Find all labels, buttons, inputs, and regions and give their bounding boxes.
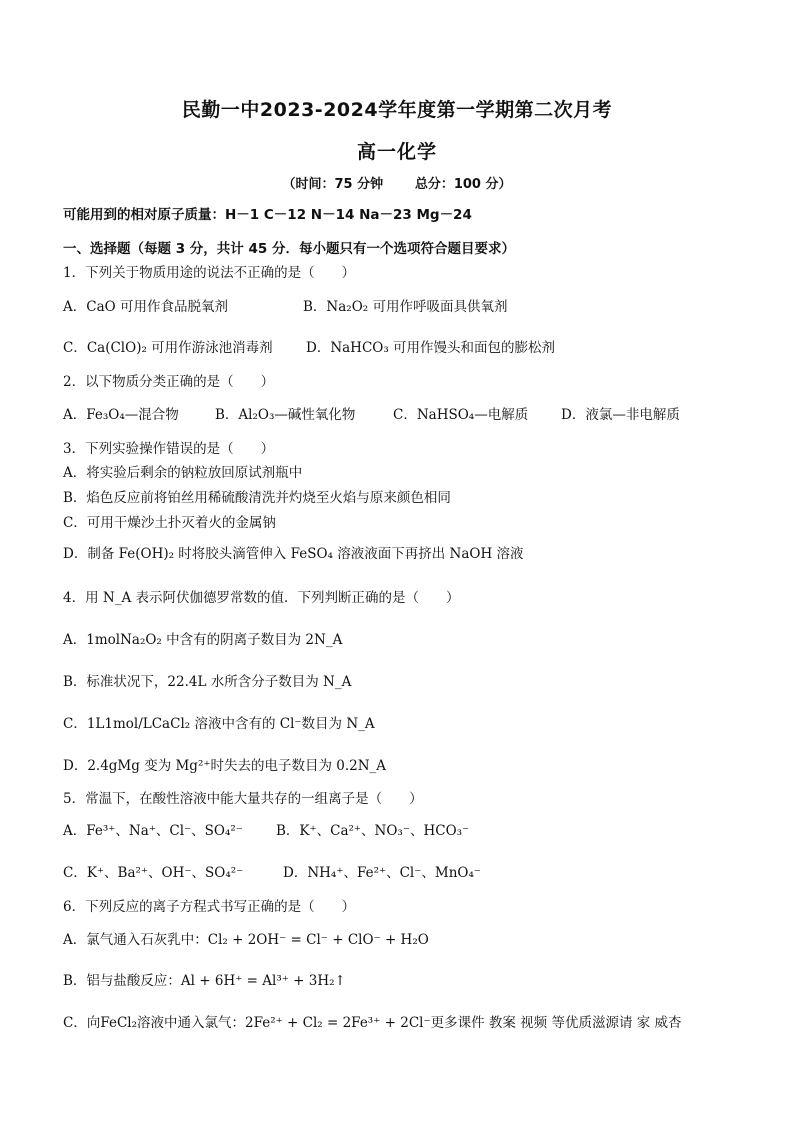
option-d: D．NaHCO₃ 可用作馒头和面包的膨松剂 — [306, 340, 556, 356]
option-a: A．将实验后剩余的钠粒放回原试剂瓶中 — [63, 465, 303, 481]
option-a: A．CaO 可用作食品脱氧剂 — [63, 299, 228, 315]
question-3-stem: 3．下列实验操作错误的是（ ） — [63, 441, 275, 457]
option-a: A．1molNa₂O₂ 中含有的阴离子数目为 2N_A — [63, 632, 343, 648]
option-a: A．氯气通入石灰乳中：Cl₂ + 2OH⁻ = Cl⁻ + ClO⁻ + H₂O — [63, 932, 429, 948]
option-d: D．制备 Fe(OH)₂ 时将胶头滴管伸入 FeSO₄ 溶液液面下再挤出 NaOH 溶液 — [63, 546, 524, 562]
question-6-stem: 6．下列反应的离子方程式书写正确的是（ ） — [63, 899, 356, 915]
question-4-stem: 4．用 N_A 表示阿伏伽德罗常数的值．下列判断正确的是（ ） — [63, 590, 460, 606]
option-b: B．Na₂O₂ 可用作呼吸面具供氧剂 — [303, 299, 508, 315]
option-c: C．K⁺、Ba²⁺、OH⁻、SO₄²⁻ — [63, 865, 244, 881]
question-2-stem: 2．以下物质分类正确的是（ ） — [63, 374, 275, 390]
option-c: C．NaHSO₄—电解质 — [393, 407, 529, 423]
option-b: B．K⁺、Ca²⁺、NO₃⁻、HCO₃⁻ — [276, 823, 470, 839]
option-b: B．标准状况下，22.4L 水所含分子数目为 N_A — [63, 674, 352, 690]
option-c: C．可用干燥沙土扑灭着火的金属钠 — [63, 515, 276, 531]
question-5-stem: 5．常温下，在酸性溶液中能大量共存的一组离子是（ ） — [63, 791, 423, 807]
question-1-stem: 1．下列关于物质用途的说法不正确的是（ ） — [63, 265, 356, 281]
option-c: C．Ca(ClO)₂ 可用作游泳池消毒剂 — [63, 340, 273, 356]
atomic-masses: 可能用到的相对原子质量：H－1 C－12 N－14 Na－23 Mg－24 — [63, 207, 472, 223]
option-a: A．Fe₃O₄—混合物 — [63, 407, 179, 423]
section-heading: 一、选择题（每题 3 分，共计 45 分．每小题只有一个选项符合题目要求） — [63, 241, 515, 257]
option-d: D．2.4gMg 变为 Mg²⁺时失去的电子数目为 0.2N_A — [63, 758, 387, 774]
page-subtitle: 高一化学 — [356, 141, 437, 163]
option-c: C．1L1mol/LCaCl₂ 溶液中含有的 Cl⁻数目为 N_A — [63, 716, 375, 732]
option-d: D．NH₄⁺、Fe²⁺、Cl⁻、MnO₄⁻ — [283, 865, 481, 881]
exam-info: （时间：75 分钟 总分：100 分） — [282, 177, 512, 192]
option-b: B．铝与盐酸反应：Al + 6H⁺ = Al³⁺ + 3H₂↑ — [63, 973, 346, 989]
option-b: B．焰色反应前将铂丝用稀硫酸清洗并灼烧至火焰与原来颜色相同 — [63, 490, 451, 506]
option-b: B．Al₂O₃—碱性氧化物 — [215, 407, 356, 423]
page-title: 民勤一中2023-2024学年度第一学期第二次月考 — [181, 99, 613, 121]
option-c: C．向FeCl₂溶液中通入氯气：2Fe²⁺ + Cl₂ = 2Fe³⁺ + 2Cl⁻更多课件 教案 视频 等优质滋源请 家 威杏 — [63, 1015, 682, 1031]
option-a: A．Fe³⁺、Na⁺、Cl⁻、SO₄²⁻ — [63, 823, 243, 839]
option-d: D．液氯—非电解质 — [561, 407, 680, 423]
